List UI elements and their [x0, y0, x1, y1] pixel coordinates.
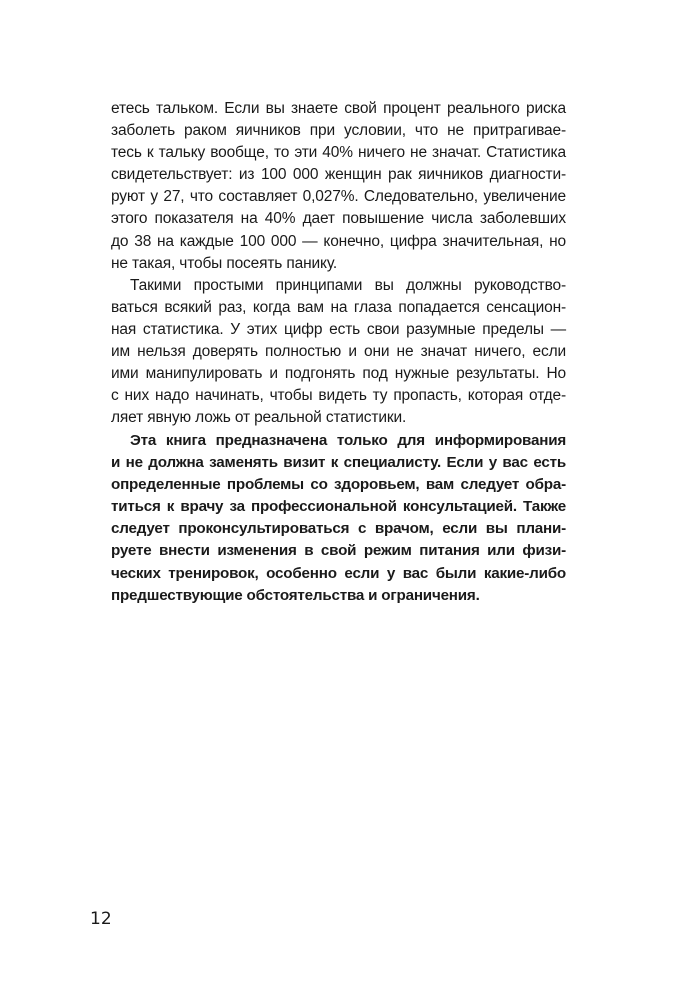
disclaimer-notice [111, 430, 566, 607]
page-number: 12 [90, 909, 112, 929]
paragraph-principles [111, 275, 566, 430]
text-line: етесь тальком. Если вы знаете свой процент реального риска [111, 100, 566, 117]
notice-line: следует проконсультироваться с врачом, если вы плани- [111, 520, 566, 538]
notice-line: титься к врачу за профессиональной консультацией. Также [111, 498, 566, 516]
text-line: заболеть раком яичников при условии, что не притрагивае- [111, 122, 566, 140]
text-line: ная статистика. У этих цифр есть свои разумные пределы — [111, 320, 566, 338]
body-text [111, 98, 566, 429]
text-line: с них надо начинать, чтобы видеть ту пропасть, которая отде- [111, 387, 566, 405]
text-line: ими манипулировать и подгонять под нужные результаты. Но [111, 365, 566, 383]
paragraph-continuation [111, 98, 566, 275]
text-line: ваться всякий раз, когда вам на глаза попадается сенсацион- [111, 298, 566, 316]
notice-line: и не должна заменять визит к специалисту. Если у вас есть [111, 454, 566, 472]
text-line: не такая, чтобы посеять панику. [111, 254, 338, 272]
text-line: руют у 27, что составляет 0,027%. Следовательно, увеличение [111, 188, 566, 206]
text-line: этого показателя на 40% дает повышение числа заболевших [111, 210, 566, 228]
text-line: свидетельствует: из 100 000 женщин рак яичников диагности- [111, 166, 566, 184]
text-line: ляет явную ложь от реальной статистики. [111, 409, 407, 427]
text-line: до 38 на каждые 100 000 — конечно, цифра значительная, но [111, 232, 566, 250]
notice-line: ческих тренировок, особенно если у вас были какие-либо [111, 564, 566, 582]
notice-line: Эта книга предназначена только для информирования [130, 432, 566, 449]
notice-line: руете внести изменения в свой режим питания или физи- [111, 542, 566, 560]
notice-line: определенные проблемы со здоровьем, вам следует обра- [111, 476, 566, 494]
text-line: тесь к тальку вообще, то эти 40% ничего не значат. Статистика [111, 144, 566, 162]
text-line: Такими простыми принципами вы должны руководство- [130, 276, 566, 294]
text-line: им нельзя доверять полностью и они не значат ничего, если [111, 343, 566, 361]
notice-line: предшествующие обстоятельства и ограничения. [111, 586, 480, 604]
